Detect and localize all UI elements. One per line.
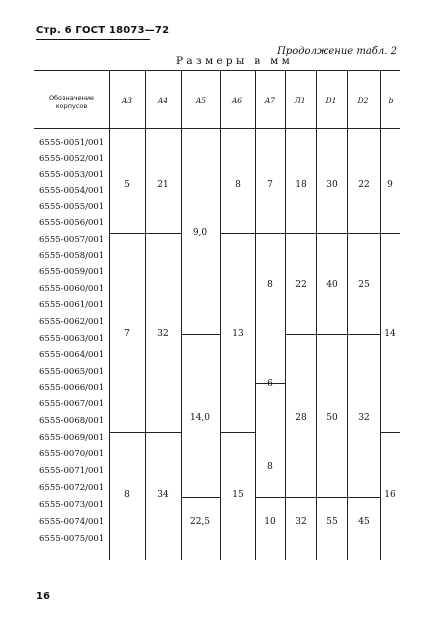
header-l1: Л1 [294, 96, 306, 105]
header-a3: A3 [121, 96, 133, 105]
table-continuation-label: Продолжение табл. 2 [277, 46, 397, 57]
table-row-code: 6555-0056/001 [39, 218, 105, 228]
col-divider [347, 70, 348, 560]
cell-l1: 22 [295, 280, 307, 290]
cell-a4: 32 [157, 329, 169, 339]
group-rule [380, 233, 400, 234]
header-a4: A4 [157, 96, 169, 105]
table-top-rule [34, 70, 400, 71]
table-row-code: 6555-0071/001 [39, 466, 105, 476]
header-b: b [388, 96, 394, 105]
col-divider [109, 70, 110, 560]
cell-a7: 10 [264, 517, 276, 527]
cell-a7: 8 [267, 280, 273, 290]
table-row-code: 6555-0075/001 [39, 534, 105, 544]
header-d2: D2 [357, 96, 369, 105]
table-row-code: 6555-0065/001 [39, 367, 105, 377]
group-rule [255, 497, 380, 498]
table-row-code: 6555-0053/001 [39, 170, 105, 180]
table-row-code: 6555-0061/001 [39, 300, 105, 310]
table-row-code: 6555-0060/001 [39, 284, 105, 294]
group-rule [181, 334, 220, 335]
cell-d1: 30 [326, 180, 338, 190]
group-rule [380, 432, 400, 433]
group-rule [220, 233, 255, 234]
cell-l1: 32 [295, 517, 307, 527]
cell-a5: 14,0 [189, 413, 211, 423]
cell-l1: 18 [295, 180, 307, 190]
header-a7: A7 [264, 96, 276, 105]
cell-b: 14 [384, 329, 396, 339]
cell-a7: 7 [267, 180, 273, 190]
group-rule [109, 233, 145, 234]
table-row-code: 6555-0057/001 [39, 235, 105, 245]
header-a6: A6 [231, 96, 243, 105]
cell-d1: 55 [326, 517, 338, 527]
col-divider [316, 70, 317, 560]
table-row-code: 6555-0073/001 [39, 500, 105, 510]
table-row-code: 6555-0051/001 [39, 138, 105, 148]
cell-b: 9 [387, 180, 393, 190]
cell-a7: 6 [267, 379, 273, 389]
table-row-code: 6555-0066/001 [39, 383, 105, 393]
table-row-code: 6555-0059/001 [39, 267, 105, 277]
cell-d2: 22 [358, 180, 370, 190]
group-rule [220, 432, 255, 433]
cell-b: 16 [384, 490, 396, 500]
cell-l1: 28 [295, 413, 307, 423]
col-divider [220, 70, 221, 560]
cell-a3: 5 [124, 180, 130, 190]
cell-a4: 21 [157, 180, 169, 190]
cell-d2: 25 [358, 280, 370, 290]
group-rule [181, 497, 220, 498]
cell-a3: 8 [124, 490, 130, 500]
cell-d2: 32 [358, 413, 370, 423]
col-divider [145, 70, 146, 560]
table-row-code: 6555-0068/001 [39, 416, 105, 426]
group-rule [255, 233, 380, 234]
cell-a6: 13 [232, 329, 244, 339]
table-row-code: 6555-0058/001 [39, 251, 105, 261]
cell-a5: 22,5 [189, 517, 211, 527]
page-header: Стр. 6 ГОСТ 18073—72 [36, 25, 170, 36]
table-row-code: 6555-0055/001 [39, 202, 105, 212]
units-caption: Размеры в мм [176, 55, 294, 67]
page-number: 16 [36, 591, 50, 602]
col-divider [285, 70, 286, 560]
cell-a4: 34 [157, 490, 169, 500]
group-rule [285, 334, 380, 335]
group-rule [145, 233, 181, 234]
table-row-code: 6555-0074/001 [39, 517, 105, 527]
header-a5: A5 [195, 96, 207, 105]
table-row-code: 6555-0064/001 [39, 350, 105, 360]
cell-a5: 9,0 [192, 228, 208, 238]
cell-d1: 50 [326, 413, 338, 423]
table-row-code: 6555-0070/001 [39, 449, 105, 459]
cell-d1: 40 [326, 280, 338, 290]
col-divider [380, 70, 381, 560]
header-code: Обозначение корпусов [48, 94, 95, 110]
cell-d2: 45 [358, 517, 370, 527]
table-row-code: 6555-0063/001 [39, 334, 105, 344]
col-divider [255, 70, 256, 560]
cell-a3: 7 [124, 329, 130, 339]
col-divider [181, 70, 182, 560]
cell-a6: 15 [232, 490, 244, 500]
table-row-code: 6555-0069/001 [39, 433, 105, 443]
table-row-code: 6555-0067/001 [39, 399, 105, 409]
header-d1: D1 [325, 96, 337, 105]
group-rule [109, 432, 181, 433]
table-header-rule [34, 128, 400, 129]
table-row-code: 6555-0054/001 [39, 186, 105, 196]
cell-a7: 8 [267, 462, 273, 472]
dimensions-table [34, 0, 400, 633]
table-row-code: 6555-0062/001 [39, 317, 105, 327]
table-row-code: 6555-0052/001 [39, 154, 105, 164]
table-row-code: 6555-0072/001 [39, 483, 105, 493]
cell-a6: 8 [235, 180, 241, 190]
